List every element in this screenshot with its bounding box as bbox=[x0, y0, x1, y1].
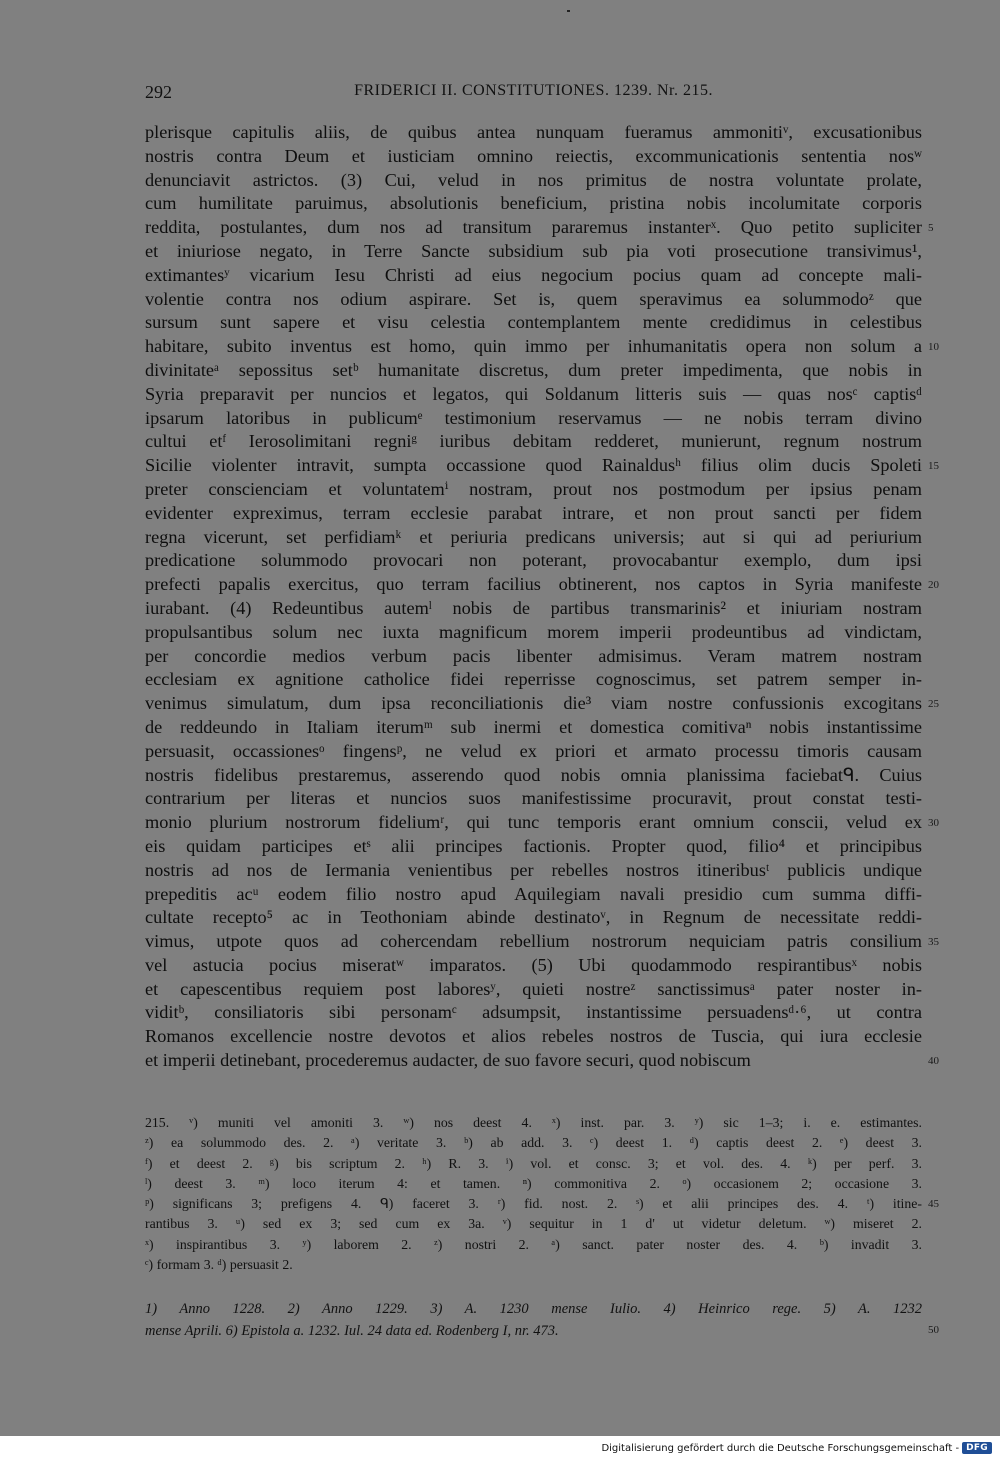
margin-line-number: 50 bbox=[928, 1324, 939, 1336]
margin-line-number: 25 bbox=[928, 698, 939, 711]
margin-line-number: 5 bbox=[928, 222, 934, 235]
text-line: monio plurium nostrorum fideliumʳ, qui tunc temporis erant omnium conscii, velud ex bbox=[145, 812, 922, 833]
text-line: propulsantibus solum nec iuxta magnificum morem imperii prodeuntibus ad vindictam, bbox=[145, 621, 922, 642]
text-line: vel astucia pocius miseratʷ imparatos. (5) Ubi quodammodo respirantibusˣ nobis bbox=[145, 954, 922, 975]
text-line: venimus simulatum, dum ipsa reconciliationis die³ viam nostre confussionis excogitans bbox=[145, 693, 922, 714]
text-line: preter conscienciam et voluntatemⁱ nostram, prout nos postmodum per ipsius penam bbox=[145, 478, 922, 499]
text-line: ecclesiam ex agnitione catholice fidei reperrisse cognoscimus, set patrem semper in- bbox=[145, 669, 922, 690]
page-header bbox=[145, 82, 922, 106]
margin-line-number: 35 bbox=[928, 936, 939, 949]
dfg-logo: DFG bbox=[962, 1442, 992, 1454]
text-line: iurabant. (4) Redeuntibus autemˡ nobis de partibus transmarinis² et iniuriam nostram bbox=[145, 597, 922, 618]
text-line: plerisque capitulis aliis, de quibus antea nunquam fueramus ammonitiᵛ, excusationibus bbox=[145, 122, 922, 142]
text-line: viditᵇ, consiliatoris sibi personamᶜ adsumpsit, instantissime persuadensᵈ·⁶, ut contra bbox=[145, 1002, 922, 1023]
margin-line-number: 40 bbox=[928, 1055, 939, 1068]
text-line: volentie contra nos odium aspirare. Set is, quem speravimus ea solummodoᶻ que bbox=[145, 288, 922, 309]
text-line: rantibus 3. ᵘ) sed ex 3; sed cum ex 3a. ᵛ) sequitur in 1 d' ut videtur deletum. ʷ) miseret 2. bbox=[145, 1216, 922, 1232]
text-line: cum humilitate paruimus, absolutionis beneficium, pristina nobis incolumitate corporis bbox=[145, 193, 922, 214]
text-line: et capescentibus requiem post laboresʸ, quieti nostreᶻ sanctissimusᵃ pater noster in- bbox=[145, 978, 922, 999]
text-line: per concordie medios verbum pacis libenter admisimus. Veram matrem nostram bbox=[145, 645, 922, 666]
text-line: sursum sunt sapere et visu celestia contemplantem mente credidimus in celestibus bbox=[145, 312, 922, 333]
text-line: nostris fidelibus prestaremus, asserendo quod nobis omnia planissima faciebatᑫ. Cuius bbox=[145, 764, 922, 785]
main-text bbox=[145, 121, 922, 1073]
text-line: extimantesʸ vicarium Iesu Christi ad eius negocium pocius quam ad concepte mali- bbox=[145, 264, 922, 285]
text-line: mense Aprili. 6) Epistola a. 1232. Iul. 24 data ed. Rodenberg I, nr. 473. bbox=[145, 1323, 559, 1339]
text-line: contrarium per literas et nuncios suos manifestissime procuravit, prout constat testi- bbox=[145, 788, 922, 809]
margin-line-number: 20 bbox=[928, 579, 939, 592]
text-line: et iniuriose negato, in Terre Sancte subsidium sub pia voti prosecutione transivimus¹, bbox=[145, 240, 922, 261]
text-line: regna vicerunt, set perfidiamᵏ et periuria predicans universis; aut si qui ad periurium bbox=[145, 526, 922, 547]
text-line: ᵖ) significans 3; prefigens 4. ᑫ) faceret 3. ʳ) fid. nost. 2. ˢ) et alii principes des. 4. ᵗ) itine- bbox=[145, 1196, 922, 1212]
running-title: FRIDERICI II. CONSTITUTIONES. 1239. Nr. 215. bbox=[354, 82, 713, 99]
text-line: nostris ad nos de Iermania venientibus per rebelles nostros itineribusᵗ publicis undique bbox=[145, 859, 922, 880]
text-line: ipsarum latoribus in publicumᵉ testimonium reservamus — ne nobis terram divino bbox=[145, 407, 922, 428]
text-line: prefecti papalis exercitus, quo terram facilius obtinerent, nos captos in Syria manifeste bbox=[145, 574, 922, 595]
source-notes bbox=[145, 1298, 922, 1342]
text-line: cultate recepto⁵ ac in Teothoniam abinde destinatoᵛ, in Regnum de necessitate reddi- bbox=[145, 907, 922, 928]
page-number: 292 bbox=[145, 82, 172, 102]
margin-line-number: 30 bbox=[928, 817, 939, 830]
text-line: et imperii detinebant, procederemus audacter, de suo favore securi, quod nobiscum bbox=[145, 1050, 751, 1071]
text-line: 215. ᵛ) muniti vel amoniti 3. ʷ) nos deest 4. ˣ) inst. par. 3. ʸ) sic 1–3; i. e. estimantes. bbox=[145, 1115, 922, 1130]
scan-speck bbox=[567, 10, 570, 12]
margin-line-number: 45 bbox=[928, 1198, 939, 1211]
margin-line-number: 15 bbox=[928, 460, 939, 473]
footnotes bbox=[145, 1113, 922, 1275]
text-line: nostris contra Deum et iusticiam omnino reiectis, excommunicationis sententia nosʷ bbox=[145, 145, 922, 166]
text-line: divinitateᵃ sepossitus setᵇ humanitate discretus, dum preter impedimenta, que nobis in bbox=[145, 359, 922, 380]
text-line: ˣ) inspirantibus 3. ʸ) laborem 2. ᶻ) nostri 2. ᵃ) sanct. pater noster des. 4. ᵇ) invadit 3. bbox=[145, 1236, 922, 1252]
footer-credit bbox=[601, 1440, 992, 1456]
text-line: prepeditis acᵘ eodem filio nostro apud Aquilegiam navali presidio cum summa diffi- bbox=[145, 883, 922, 904]
text-line: 1) Anno 1228. 2) Anno 1229. 3) A. 1230 mense Iulio. 4) Heinrico rege. 5) A. 1232 bbox=[145, 1301, 922, 1317]
text-line: cultui etᶠ Ierosolimitani regniᵍ iuribus debitam redderet, munierunt, regnum nostrum bbox=[145, 431, 922, 452]
text-line: ˡ) deest 3. ᵐ) loco iterum 4: et tamen. ⁿ) commonitiva 2. ᵒ) occasionem 2; occasione 3. bbox=[145, 1175, 922, 1191]
text-line: ᶻ) ea solummodo des. 2. ᵃ) veritate 3. ᵇ) ab add. 3. ᶜ) deest 1. ᵈ) captis deest 2. ᵉ) deest 3. bbox=[145, 1135, 922, 1151]
funding-credit: Digitalisierung gefördert durch die Deutsche Forschungsgemeinschaft - bbox=[601, 1442, 960, 1454]
text-line: Syria preparavit per nuncios et legatos, qui Soldanum litteris suis — quas nosᶜ captisᵈ bbox=[145, 383, 922, 404]
text-line: vimus, utpote quos ad cohercendam rebellium nostrorum nequiciam patris consilium bbox=[145, 931, 922, 952]
text-line: ᶠ) et deest 2. ᵍ) bis scriptum 2. ʰ) R. 3. ⁱ) vol. et consc. 3; et vol. des. 4. ᵏ) per perf. 3. bbox=[145, 1155, 922, 1171]
text-line: habitare, subito inventus est homo, quin immo per inhumanitatis opera non solum a bbox=[145, 336, 922, 357]
text-line: denunciavit astrictos. (3) Cui, velud in nos primitus de nostra voluntate prolate, bbox=[145, 169, 922, 190]
text-line: evidenter expreximus, terram ecclesie parabat intrare, et non prout sancti per fidem bbox=[145, 502, 922, 523]
text-line: eis quidam participes etˢ alii principes factionis. Propter quod, filio⁴ et principibus bbox=[145, 835, 922, 856]
text-line: Sicilie violenter intravit, sumpta occassione quod Rainaldusʰ filius olim ducis Spoleti bbox=[145, 455, 922, 476]
text-line: de reddeundo in Italiam iterumᵐ sub inermi et domestica comitivaⁿ nobis instantissime bbox=[145, 716, 922, 737]
text-line: reddita, postulantes, dum nos ad transitum pararemus instanterˣ. Quo petito supliciter bbox=[145, 217, 922, 238]
text-line: ᶜ) formam 3. ᵈ) persuasit 2. bbox=[145, 1257, 293, 1273]
margin-line-number: 10 bbox=[928, 341, 939, 354]
text-line: Romanos excellencie nostre devotos et alios rebeles nostros de Tuscia, qui iura ecclesie bbox=[145, 1026, 922, 1047]
text-line: persuasit, occassionesᵒ fingensᵖ, ne velud ex priori et armato processu timoris causam bbox=[145, 740, 922, 761]
text-line: predicatione solummodo provocari non poterant, provocabantur exemplo, dum ipsi bbox=[145, 550, 922, 571]
